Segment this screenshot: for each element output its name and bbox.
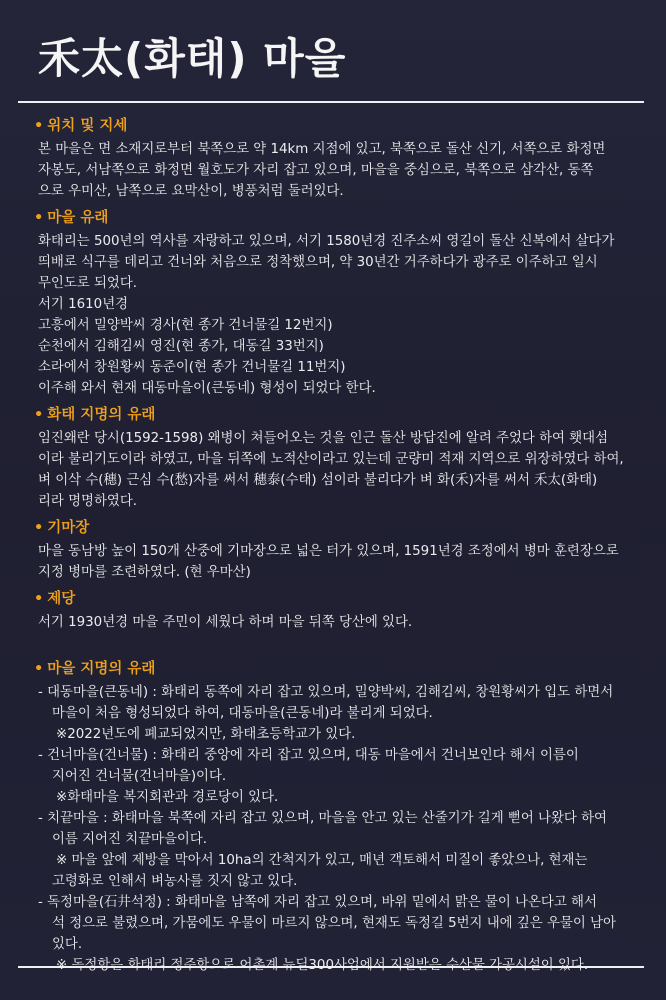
body-line: 소라에서 창원황씨 동준이(현 종가 건너물길 11번지)	[38, 360, 346, 375]
section-heading	[34, 659, 648, 680]
section-body	[38, 428, 648, 512]
place-item: - 독정마을(石井석정) : 화태마을 남쪽에 자리 잡고 있으며, 바위 밑에서 맑은 물이 나온다고 해서	[38, 895, 597, 910]
body-line: 임진왜란 당시(1592-1598) 왜병이 쳐들어오는 것을 인근 돌산 방답진에 알려 주었다 하여 횃대섬	[38, 431, 609, 446]
place-item: - 치끝마을 : 화태마을 북쪽에 자리 잡고 있으며, 마을을 안고 있는 산줄기가 길게 뻗어 나왔다 하여	[38, 811, 607, 826]
place-item: - 대동마을(큰동네) : 화태리 동쪽에 자리 잡고 있으며, 밀양박씨, 김해김씨, 창원황씨가 입도 하면서	[38, 685, 614, 700]
bullet-dot-icon: •	[34, 661, 44, 677]
body-line: 자봉도, 서남쪽으로 화정면 월호도가 자리 잡고 있으며, 마을을 중심으로, 북쪽으로 삼각산, 동쪽	[38, 163, 594, 178]
bullet-dot-icon: •	[34, 118, 44, 134]
place-note: ※2022년도에 폐교되었지만, 화태초등학교가 있다.	[56, 727, 356, 742]
body-line: 본 마을은 면 소재지로부터 북쪽으로 약 14km 지점에 있고, 북쪽으로 돌산 신기, 서쪽으로 화정면	[38, 142, 606, 157]
section-spacer	[32, 635, 648, 653]
section-heading	[34, 208, 648, 229]
section-body	[38, 682, 648, 976]
section-body	[38, 612, 648, 633]
body-line: 고령화로 인해서 벼농사를 짓지 않고 있다.	[52, 874, 298, 889]
bullet-dot-icon: •	[34, 210, 44, 226]
section-heading-text: 마을 유래	[47, 210, 109, 226]
body-line: 이라 불리기도이라 하였고, 마을 뒤쪽에 노적산이라고 있는데 군량미 적재 지역으로 위장하였다 하여,	[38, 452, 624, 467]
body-line: 지정 병마를 조련하였다. (현 우마산)	[38, 565, 251, 580]
section-body	[38, 541, 648, 583]
body-line: 벼 이삭 수(穗) 근심 수(愁)자를 써서 穗泰(수태) 섬이라 불리다가 벼 화(禾)자를 써서 禾太(화태)	[38, 473, 598, 488]
section-heading	[34, 405, 648, 426]
body-line: 마을 동남방 높이 150개 산중에 기마장으로 넓은 터가 있으며, 1591년경 조정에서 병마 훈련장으로	[38, 544, 619, 559]
section-heading-text: 기마장	[47, 520, 90, 536]
section-heading-text: 화태 지명의 유래	[47, 407, 156, 423]
body-line: 화태리는 500년의 역사를 자랑하고 있으며, 서기 1580년경 진주소씨 영길이 돌산 신복에서 살다가	[38, 234, 615, 249]
body-line: 지어진 건너물(건너마을)이다.	[52, 769, 227, 784]
body-line: 순천에서 김해김씨 영진(현 종가, 대동길 33번지)	[38, 339, 324, 354]
body-line: 띄배로 식구를 데리고 건너와 처음으로 정착했으며, 약 30년간 거주하다가 광주로 이주하고 일시	[38, 255, 598, 270]
body-line: 서기 1610년경	[38, 297, 129, 312]
body-line: 리라 명명하였다.	[38, 494, 138, 509]
sign-content	[32, 110, 648, 978]
body-line: 무인도로 되었다.	[38, 276, 138, 291]
section-heading-text: 제당	[47, 591, 76, 607]
bullet-dot-icon: •	[34, 407, 44, 423]
section-heading-text: 위치 및 지세	[47, 118, 128, 134]
body-line: 마을이 처음 형성되었다 하여, 대동마을(큰동네)라 불리게 되었다.	[52, 706, 433, 721]
section-body	[38, 139, 648, 202]
place-note: ※화태마을 복지회관과 경로당이 있다.	[56, 790, 279, 805]
section-body	[38, 231, 648, 399]
bottom-divider	[18, 966, 644, 968]
body-line: 석 정으로 불렸으며, 가뭄에도 우물이 마르지 않으며, 현재도 독정길 5번지 내에 깊은 우물이 남아	[52, 916, 616, 931]
body-line: 이름 지어진 치끝마을이다.	[52, 832, 208, 847]
body-line: 서기 1930년경 마을 주민이 세웠다 하며 마을 뒤쪽 당산에 있다.	[38, 615, 413, 630]
section-heading	[34, 589, 648, 610]
bullet-dot-icon: •	[34, 591, 44, 607]
body-line: 으로 우미산, 남쪽으로 요막산이, 병풍처럼 둘러있다.	[38, 184, 344, 199]
place-note: ※ 마을 앞에 제방을 막아서 10ha의 간척지가 있고, 매년 객토해서 미질이 좋았으나, 현재는	[56, 853, 588, 868]
bullet-dot-icon: •	[34, 520, 44, 536]
section-heading	[34, 518, 648, 539]
section-heading-text: 마을 지명의 유래	[47, 661, 156, 677]
page-title: 禾太(화태) 마을	[38, 34, 347, 83]
section-heading	[34, 116, 648, 137]
place-item: - 건너마을(건너물) : 화태리 중앙에 자리 잡고 있으며, 대동 마을에서 건너보인다 해서 이름이	[38, 748, 579, 763]
body-line: 이주해 와서 현재 대동마을이(큰동네) 형성이 되었다 한다.	[38, 381, 376, 396]
body-line: 있다.	[52, 937, 83, 952]
title-divider	[18, 101, 644, 103]
body-line: 고흥에서 밀양박씨 경사(현 종가 건너물길 12번지)	[38, 318, 333, 333]
